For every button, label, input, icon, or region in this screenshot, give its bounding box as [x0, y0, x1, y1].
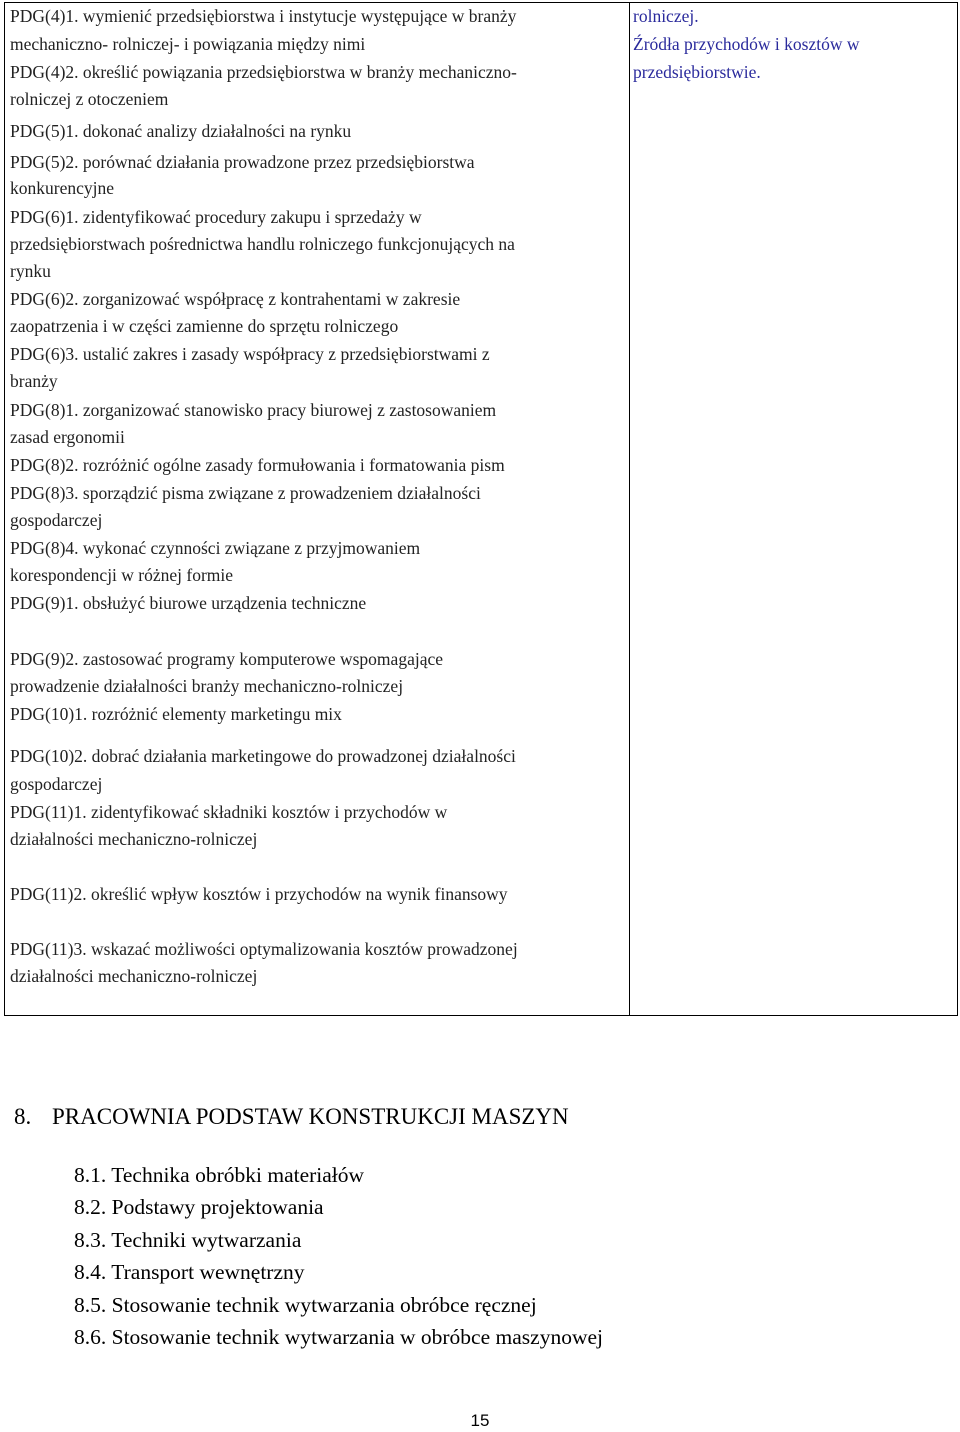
table-text-line: mechaniczno- rolniczej- i powiązania między nimi	[10, 34, 366, 54]
list-item: 8.4. Transport wewnętrzny	[74, 1260, 305, 1284]
table-text-line: prowadzenie działalności branży mechaniczno-rolniczej	[10, 676, 404, 696]
section-heading	[14, 1103, 569, 1131]
table-text-line: PDG(9)2. zastosować programy komputerowe wspomagające	[10, 649, 443, 669]
table-text-line: konkurencyjne	[10, 178, 114, 198]
list-item: 8.3. Techniki wytwarzania	[74, 1228, 302, 1252]
table-text-line: PDG(11)2. określić wpływ kosztów i przychodów na wynik finansowy	[10, 884, 508, 904]
list-item: 8.6. Stosowanie technik wytwarzania w obróbce maszynowej	[74, 1325, 603, 1349]
table-text-line: PDG(8)2. rozróżnić ogólne zasady formułowania i formatowania pism	[10, 455, 505, 475]
table-text-line: PDG(6)1. zidentyfikować procedury zakupu i sprzedaży w	[10, 207, 422, 227]
table-text-line: PDG(8)3. sporządzić pisma związane z prowadzeniem działalności	[10, 483, 481, 503]
table-text-line: PDG(5)1. dokonać analizy działalności na rynku	[10, 121, 352, 141]
table-text-line: zaopatrzenia i w części zamienne do sprzętu rolniczego	[10, 316, 399, 336]
column-divider	[629, 3, 630, 1015]
table-text-line: PDG(9)1. obsłużyć biurowe urządzenia techniczne	[10, 593, 367, 613]
table-text-line: rolniczej.	[633, 6, 699, 26]
list-item: 8.2. Podstawy projektowania	[74, 1195, 324, 1219]
table-text-line: Źródła przychodów i kosztów w	[633, 34, 860, 54]
table-text-line: PDG(8)4. wykonać czynności związane z przyjmowaniem	[10, 538, 421, 558]
table-text-line: PDG(11)1. zidentyfikować składniki kosztów i przychodów w	[10, 802, 448, 822]
table-text-line: PDG(11)3. wskazać możliwości optymalizowania kosztów prowadzonej	[10, 939, 518, 959]
table-text-line: rynku	[10, 261, 51, 281]
table-text-line: PDG(10)1. rozróżnić elementy marketingu mix	[10, 704, 342, 724]
table-text-line: PDG(10)2. dobrać działania marketingowe do prowadzonej działalności	[10, 746, 516, 766]
table-text-line: zasad ergonomii	[10, 427, 125, 447]
table-text-line: PDG(4)1. wymienić przedsiębiorstwa i instytucje występujące w branży	[10, 6, 517, 26]
section-number: 8.	[14, 1104, 32, 1129]
table-text-line: gospodarczej	[10, 774, 103, 794]
table-text-line: branży	[10, 371, 58, 391]
table-text-line: przedsiębiorstwach pośrednictwa handlu rolniczego funkcjonujących na	[10, 234, 515, 254]
table-text-line: PDG(5)2. porównać działania prowadzone przez przedsiębiorstwa	[10, 152, 475, 172]
table-text-line: działalności mechaniczno-rolniczej	[10, 829, 258, 849]
table-text-line: przedsiębiorstwie.	[633, 62, 761, 82]
table-text-line: PDG(6)3. ustalić zakres i zasady współpracy z przedsiębiorstwami z	[10, 344, 490, 364]
table-text-line: PDG(6)2. zorganizować współpracę z kontrahentami w zakresie	[10, 289, 461, 309]
list-item: 8.1. Technika obróbki materiałów	[74, 1163, 365, 1187]
table-text-line: gospodarczej	[10, 510, 103, 530]
table-text-line: PDG(8)1. zorganizować stanowisko pracy biurowej z zastosowaniem	[10, 400, 497, 420]
table-text-line: korespondencji w różnej formie	[10, 565, 234, 585]
table-text-line: PDG(4)2. określić powiązania przedsiębiorstwa w branży mechaniczno-	[10, 62, 517, 82]
list-item: 8.5. Stosowanie technik wytwarzania obróbce ręcznej	[74, 1293, 537, 1317]
table-text-line: działalności mechaniczno-rolniczej	[10, 966, 258, 986]
section-title: PRACOWNIA PODSTAW KONSTRUKCJI MASZYN	[52, 1104, 569, 1129]
page-number: 15	[470, 1411, 490, 1430]
table-text-line: rolniczej z otoczeniem	[10, 89, 169, 109]
